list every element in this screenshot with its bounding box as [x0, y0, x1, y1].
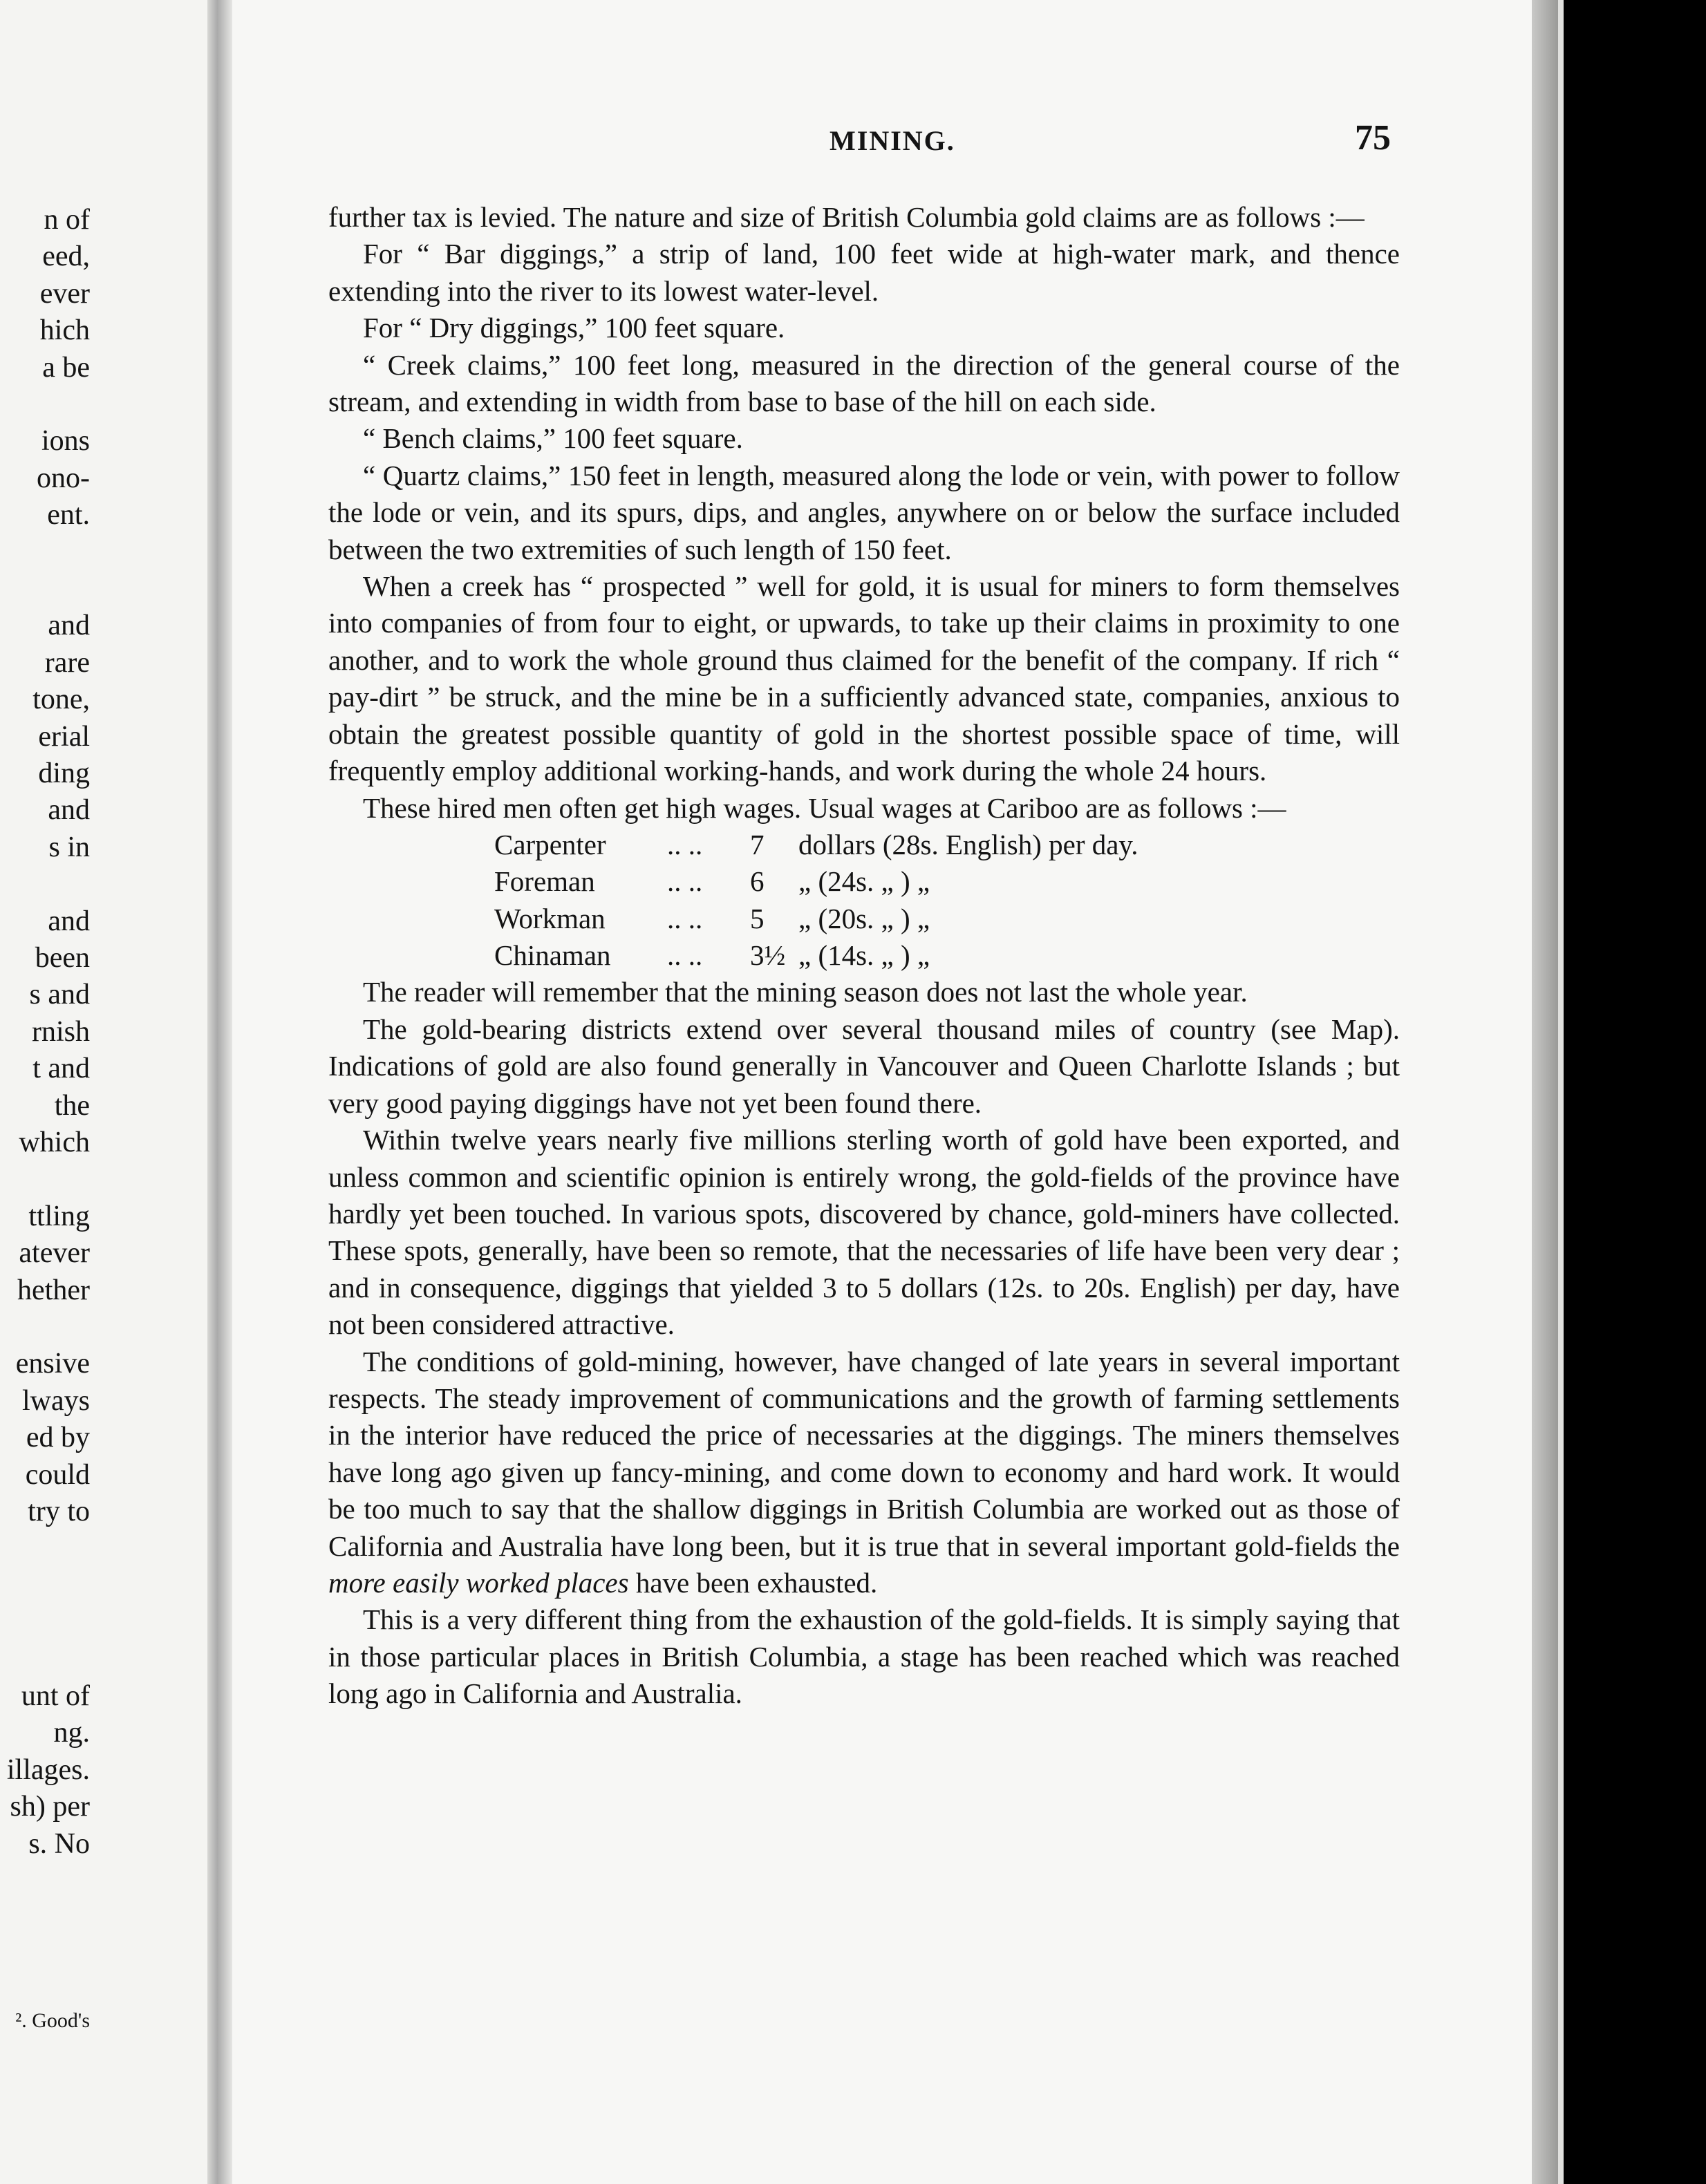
paragraph: The reader will remember that the mining season does not last the whole year. — [363, 976, 1248, 1008]
wages-row — [494, 937, 1400, 974]
wage-role: Carpenter — [494, 828, 606, 860]
wage-role: Workman — [494, 902, 606, 934]
wage-amount: 6 — [750, 865, 765, 898]
wage-amount: 3½ — [750, 939, 786, 972]
paragraph: “ Quartz claims,” 150 feet in length, measured along the lode or vein, with power to follow the lode or vein, and its spurs, dips, and angles, anywhere on or below the surface included between the two extremities of such length of 150 feet. — [328, 459, 1400, 565]
facing-page-fragment: ions — [41, 425, 90, 458]
wage-dots: .. .. — [667, 828, 703, 860]
facing-page-fragment: a be — [42, 351, 90, 384]
running-title: MINING. — [829, 125, 955, 156]
facing-page-fragment: atever — [19, 1237, 90, 1270]
facing-page-fragment: been — [35, 942, 90, 974]
paragraph: The gold-bearing districts extend over several thousand miles of country (see Map). Indications of gold are also found generally in Vancouver and Queen Charlotte Islands ; but very good paying diggings have not yet been found there. — [328, 1013, 1400, 1119]
wages-row — [494, 901, 1400, 937]
paragraph: When a creek has “ prospected ” well for gold, it is usual for miners to form themselves into companies of from four to eight, or upwards, to take up their claims in proximity to one another, and to work the whole ground thus claimed for the benefit of the company. If rich “ pay-dirt ” be struck, and the mine be in a sufficiently advanced state, companies, anxious to obtain the greatest possible quantity of gold in the shortest possible space of time, will frequently employ additional working-hands, and work during the whole 24 hours. — [328, 570, 1400, 787]
facing-page-fragment: erial — [38, 720, 90, 753]
wage-detail: „ (24s. „ ) „ — [798, 865, 930, 898]
wages-row — [494, 863, 1400, 900]
facing-page-fragment: ed by — [26, 1422, 90, 1454]
book-gutter — [207, 0, 232, 2184]
facing-page-fragment: s. No — [28, 1827, 90, 1860]
paragraph: “ Creek claims,” 100 feet long, measured in the direction of the general course of the stream, and extending in width from base to base of the hill on each side. — [328, 348, 1400, 418]
page-number: 75 — [1355, 118, 1391, 158]
wage-amount: 7 — [750, 828, 765, 860]
facing-page-fragment: ttling — [28, 1200, 90, 1232]
wages-table — [494, 827, 1400, 975]
wage-amount: 5 — [750, 902, 765, 934]
facing-page — [0, 0, 207, 2184]
paragraph-text: have been exhausted. — [635, 1566, 878, 1599]
facing-page-fragment: s and — [29, 979, 90, 1011]
paragraph: further tax is levied. The nature and size of British Columbia gold claims are as follows :— — [328, 201, 1365, 233]
wage-dots: .. .. — [667, 939, 703, 972]
wage-role: Chinaman — [494, 939, 611, 972]
wages-row — [494, 827, 1400, 863]
facing-page-fragment: n of — [44, 204, 90, 236]
wage-dots: .. .. — [667, 902, 703, 934]
facing-page-fragment: ng. — [53, 1717, 90, 1749]
wage-dots: .. .. — [667, 865, 703, 898]
page-edge — [1558, 0, 1564, 2184]
page-edge-shadow — [1532, 0, 1558, 2184]
page-body — [328, 199, 1400, 1713]
facing-page-fragment: unt of — [21, 1680, 90, 1712]
facing-page-fragment: tone, — [32, 684, 90, 716]
facing-page-fragment: ding — [38, 757, 90, 789]
facing-page-fragment: rnish — [32, 1015, 90, 1048]
facing-page-fragment: could — [25, 1458, 90, 1491]
facing-page-fragment: illages. — [6, 1753, 90, 1786]
facing-page-fragment: ent. — [47, 499, 90, 531]
facing-page-fragment: and — [48, 794, 90, 827]
paragraph: Within twelve years nearly five millions sterling worth of gold have been exported, and unless common and scientific opinion is entirely wrong, the gold-fields of the province have hardly yet been touched. In various spots, discovered by chance, gold-miners have collected. These spots, generally, have been so remote, that the necessaries of life have been very dear ; and in consequence, diggings that yielded 3 to 5 dollars (12s. to 20s. English) per day, have not been considered attractive. — [328, 1124, 1400, 1341]
facing-page-fragment: lways — [22, 1384, 90, 1417]
wage-detail: dollars (28s. English) per day. — [798, 828, 1138, 860]
facing-page-fragment: ever — [39, 277, 90, 310]
paragraph-text: The conditions of gold-mining, however, have changed of late years in several important respects. The steady improvement of communications and the growth of farming settlements in the interior have reduced the price of necessaries at the diggings. The miners themselves have long ago given up fancy-mining, and come down to economy and hard work. It would be too much to say that the shallow diggings in British Columbia are worked out as those of California and Australia have long been, but it is true that in several important gold-fields the — [328, 1345, 1400, 1562]
paragraph: For “ Dry diggings,” 100 feet square. — [363, 312, 785, 344]
facing-page-fragment: ono- — [37, 462, 90, 494]
wage-role: Foreman — [494, 865, 595, 898]
facing-page-fragment: hich — [39, 314, 90, 347]
facing-page-fragment: the — [54, 1089, 90, 1122]
paragraph: For “ Bar diggings,” a strip of land, 100 feet wide at high-water mark, and thence extending into the river to its lowest water-level. — [328, 238, 1400, 307]
facing-page-fragment: t and — [32, 1053, 90, 1085]
facing-page-fragment: and — [48, 610, 90, 642]
facing-page-fragment: and — [48, 905, 90, 937]
facing-page-fragment: hether — [17, 1274, 90, 1306]
paragraph: This is a very different thing from the exhaustion of the gold-fields. It is simply saying that in those particular places in British Columbia, a stage has been reached which was reached long ago in California and Australia. — [328, 1603, 1400, 1710]
facing-page-fragment: sh) per — [10, 1791, 90, 1823]
facing-page-fragment: s in — [48, 831, 90, 863]
facing-page-fragment: eed, — [42, 241, 90, 273]
facing-page-footnote: ². Good's — [15, 2009, 90, 2032]
facing-page-fragment: ensive — [15, 1348, 90, 1380]
emphasis-text: more easily worked places — [328, 1566, 629, 1599]
paragraph — [328, 1344, 1400, 1602]
wage-detail: „ (14s. „ ) „ — [798, 939, 930, 972]
wage-detail: „ (20s. „ ) „ — [798, 902, 930, 934]
facing-page-fragment: try to — [28, 1496, 90, 1527]
paragraph: These hired men often get high wages. Usual wages at Cariboo are as follows :— — [363, 791, 1286, 824]
facing-page-fragment: which — [19, 1127, 90, 1158]
facing-page-fragment: rare — [44, 646, 90, 679]
paragraph: “ Bench claims,” 100 feet square. — [363, 422, 743, 455]
